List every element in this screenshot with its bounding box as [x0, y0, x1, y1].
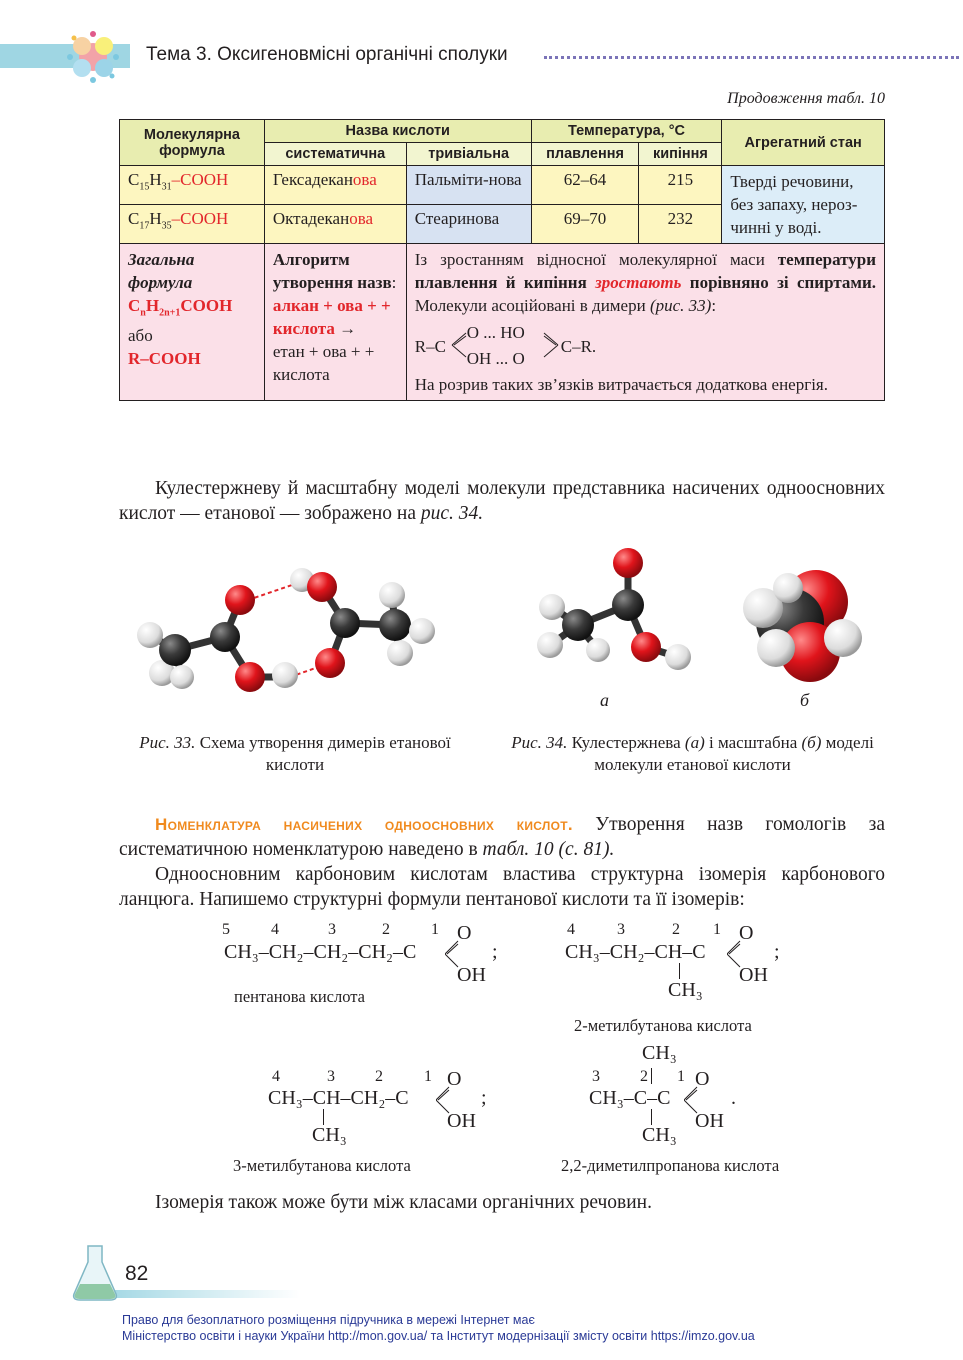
cell-melting: 62–64 [531, 166, 639, 205]
section-title: Номенклатура насичених одноосновних кислот. [155, 815, 573, 834]
label-b: б [800, 690, 810, 710]
acetic-acid-space-filling-model [738, 560, 868, 685]
cell-trivial: Стеаринова [406, 205, 531, 244]
branch-bond [651, 1109, 652, 1125]
header-trivial: тривіальна [406, 143, 531, 166]
cell-systematic: Октадеканова [264, 205, 406, 244]
cell-formula: $C_{17}H_{35}$–COOH [120, 205, 265, 244]
header-formula: Молекулярна формула [120, 120, 265, 166]
cell-trivial: Пальміти-нова [406, 166, 531, 205]
header-dotted-line [544, 56, 959, 59]
label-a: а [600, 690, 609, 710]
paragraph-isomerism: Одноосновним карбоновим кислотам властива структурна ізомерія карбонового ланцюга. Напишемо структурні формули пентанової кислоти та її ізомерів: [119, 864, 885, 910]
acetic-acid-ball-stick-model [528, 545, 708, 680]
double-bond-icon [543, 327, 559, 363]
cell-algorithm: Алгоритм утворення назв: алкан + ова + + кислота → етан + ова + + кислота [264, 244, 406, 401]
branch-bond [679, 963, 680, 979]
cell-description: Із зростанням відносної молекулярної маси температури плавлення й кипіння зростають порівняно зі спиртами. Молекули асоційовані в димери (рис. 33): R–C O ... HO OH ... O C–R. На розрив таких зв’язків витрачається додаткова енергія. [406, 244, 884, 401]
cell-boiling: 232 [639, 205, 722, 244]
header-temperature: Температура, °С [531, 120, 722, 143]
molecule-logo-icon [62, 28, 124, 86]
double-bond-icon [451, 327, 467, 363]
branch-bond [323, 1109, 324, 1125]
figure-34-caption: Рис. 34. Кулестержнева (а) і масштабна (б) моделі молекули етанової кислоти [511, 733, 874, 774]
cell-general-formula: Загальна формула $C_nH_{2n+1}COOH$ або R–COOH [120, 244, 265, 401]
header-boiling: кипіння [639, 143, 722, 166]
page-number: 82 [125, 1262, 149, 1285]
branch-bond [651, 1068, 652, 1084]
dimer-ball-stick-model [130, 565, 440, 705]
cell-melting: 69–70 [531, 205, 639, 244]
chapter-title: Тема 3. Оксигеновмісні органічні сполуки [146, 44, 508, 65]
footer-license: Право для безоплатного розміщення підручника в мережі Інтернет має Міністерство освіти і науки України http://mon.gov.ua/ та Інститут модернізації змісту освіти https://imzo.gov.ua [122, 1313, 755, 1343]
cell-boiling: 215 [639, 166, 722, 205]
table-caption: Продовження табл. 10 [727, 90, 885, 107]
header-acid-name: Назва кислоти [264, 120, 531, 143]
header-state: Агрегатний стан [722, 120, 885, 166]
header-melting: плавлення [531, 143, 639, 166]
cell-systematic: Гексадеканова [264, 166, 406, 205]
cell-state: Тверді речовини, без запаху, нероз-чинні у воді. [722, 166, 885, 244]
paragraph-closing: Ізомерія також може бути між класами органічних речовин. [155, 1192, 652, 1213]
cell-formula: $C_{15}H_{31}$–COOH [120, 166, 265, 205]
table-row-general [120, 244, 885, 401]
paragraph-models: Кулестержневу й масштабну моделі молекули представника насичених одноосновних кислот — етанової — зображено на рис. 34. [119, 478, 885, 524]
header-systematic: систематична [264, 143, 406, 166]
acid-properties-table [119, 119, 885, 401]
section-nomenclature: Номенклатура насичених одноосновних кислот. Утворення назв гомологів за систематичною номенклатурою наведено в табл. 10 (с. 81). [119, 814, 885, 860]
flask-icon [70, 1244, 300, 1302]
dimer-formula: R–C O ... HO OH ... O C–R. [414, 323, 597, 368]
figure-33-caption: Рис. 33. Схема утворення димерів етанової кислоти [139, 733, 451, 774]
table-row [120, 166, 885, 205]
